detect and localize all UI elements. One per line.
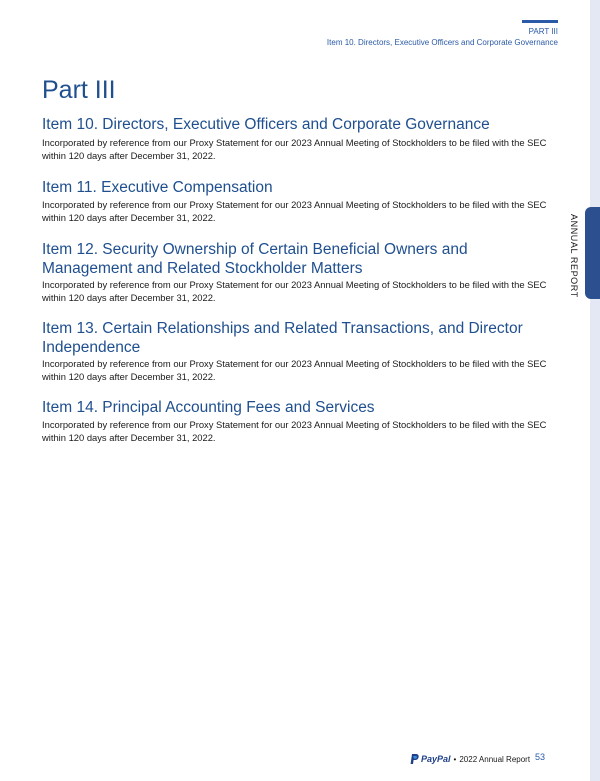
item-10-heading: Item 10. Directors, Executive Officers and Corporate Governance [42, 116, 490, 133]
footer [410, 752, 530, 766]
footer-report-title: 2022 Annual Report [459, 754, 531, 764]
item-13-body: Incorporated by reference from our Proxy Statement for our 2023 Annual Meeting of Stockholders to be filed with the SEC within 120 days after December 31, 2022. [42, 358, 547, 382]
item-12-body: Incorporated by reference from our Proxy Statement for our 2023 Annual Meeting of Stockholders to be filed with the SEC within 120 days after December 31, 2022. [42, 279, 547, 303]
item-11-heading: Item 11. Executive Compensation [42, 179, 273, 196]
footer-separator: • [453, 754, 457, 764]
item-14-heading: Item 14. Principal Accounting Fees and Services [42, 399, 375, 416]
side-tab [585, 207, 600, 299]
header-accent-bar [522, 20, 558, 23]
item-14-body: Incorporated by reference from our Proxy Statement for our 2023 Annual Meeting of Stockholders to be filed with the SEC within 120 days after December 31, 2022. [42, 419, 547, 443]
side-strip [590, 0, 600, 781]
page-number: 53 [535, 752, 546, 762]
item-10-body: Incorporated by reference from our Proxy Statement for our 2023 Annual Meeting of Stockholders to be filed with the SEC within 120 days after December 31, 2022. [42, 137, 547, 161]
header-item: Item 10. Directors, Executive Officers and Corporate Governance [326, 38, 558, 47]
item-13-heading: Item 13. Certain Relationships and Related Transactions, and Director Independence [42, 320, 523, 356]
annual-report-side-label: ANNUAL REPORT [569, 214, 579, 298]
page-title: Part III [42, 76, 116, 104]
paypal-wordmark: PayPal [421, 754, 451, 764]
item-11-body: Incorporated by reference from our Proxy Statement for our 2023 Annual Meeting of Stockholders to be filed with the SEC within 120 days after December 31, 2022. [42, 199, 547, 223]
paypal-logo-icon [410, 754, 419, 765]
item-12-heading: Item 12. Security Ownership of Certain Beneficial Owners and Management and Related Stockholder Matters [42, 241, 468, 277]
header-part: PART III [528, 27, 558, 36]
